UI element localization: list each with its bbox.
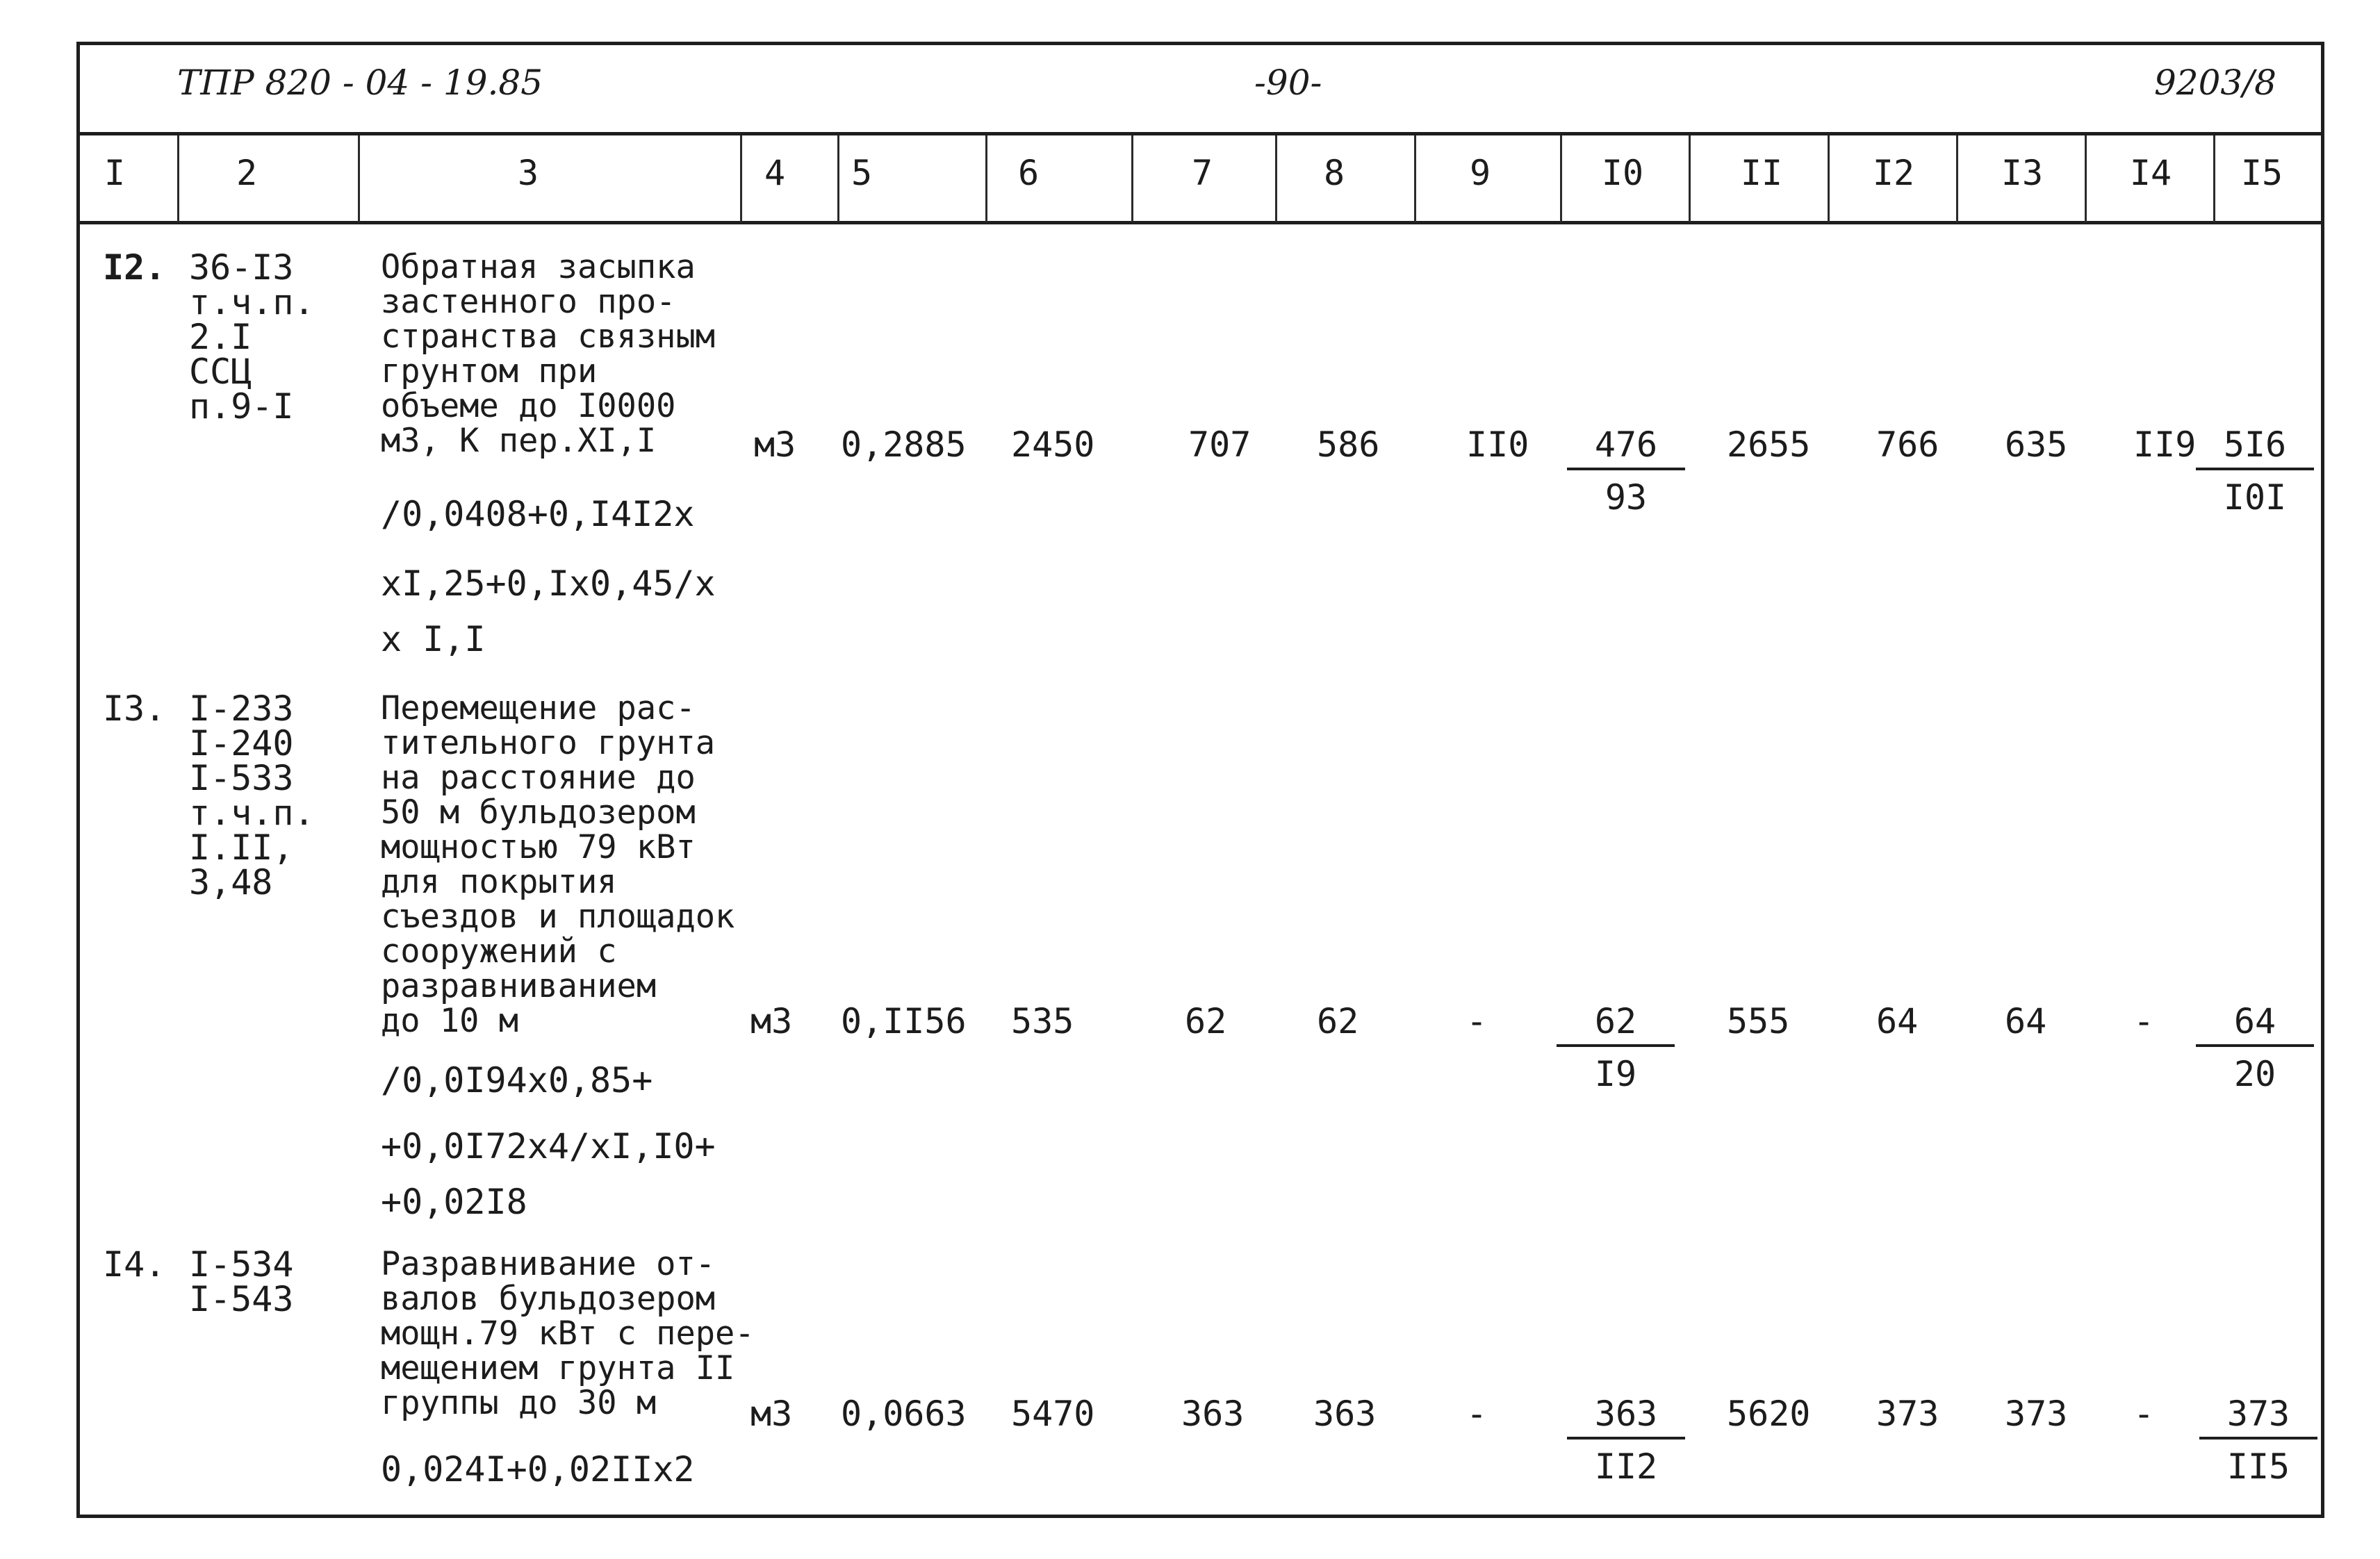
column-number: 2	[236, 153, 258, 193]
value-col11: 5620	[1727, 1394, 1811, 1434]
fraction-col10	[1567, 1394, 1685, 1487]
denominator: I9	[1594, 1054, 1637, 1094]
column-divider	[1275, 135, 1277, 222]
value-col9: II0	[1466, 424, 1529, 465]
denominator: II2	[1594, 1446, 1658, 1487]
value-col13: 64	[2005, 1001, 2047, 1041]
column-divider	[1560, 135, 1562, 222]
value-col14: -	[2133, 1001, 2155, 1041]
value-col7: 62	[1185, 1001, 1227, 1041]
formula-line: /0,0I94x0,85+	[381, 1060, 653, 1100]
norm-code: 36-I3 т.ч.п. 2.I ССЦ п.9-I	[189, 247, 315, 427]
column-number: I	[104, 153, 126, 193]
column-number: 5	[851, 153, 873, 193]
quantity: 0,2885	[841, 424, 967, 465]
column-divider	[1956, 135, 1958, 222]
quantity: 0,0663	[841, 1394, 967, 1434]
value-col9: -	[1466, 1001, 1488, 1041]
column-number: 4	[764, 153, 786, 193]
column-number: 8	[1323, 153, 1345, 193]
value-col7: 707	[1188, 424, 1251, 465]
work-description: Обратная засыпка застенного про- странства связным грунтом при объеме до I0000 м3, К пер.XI,I	[381, 248, 716, 460]
norm-code: I-534 I-543	[189, 1244, 294, 1319]
value-col8: 363	[1313, 1394, 1377, 1434]
column-number: 9	[1469, 153, 1491, 193]
column-divider	[985, 135, 987, 222]
column-number: I5	[2240, 153, 2283, 193]
formula-line: 0,024I+0,02IIx2	[381, 1449, 695, 1490]
value-col12: 373	[1876, 1394, 1939, 1434]
column-divider	[2085, 135, 2087, 222]
value-col8: 62	[1317, 1001, 1359, 1041]
column-divider	[1828, 135, 1830, 222]
numerator: 64	[2196, 1004, 2314, 1047]
page-number: -90-	[1254, 63, 1322, 103]
work-description: Перемещение рас- тительного грунта на расстояние до 50 м бульдозером мощностью 79 кВт для покрытия съездов и площадок сооружений с разравниванием до 10 м	[381, 689, 735, 1040]
fraction-col15	[2196, 424, 2314, 518]
value-col7: 363	[1181, 1394, 1245, 1434]
column-number: 3	[517, 153, 539, 193]
value-col6: 2450	[1011, 424, 1095, 465]
row-number: I2.	[103, 247, 166, 288]
fraction-col15	[2196, 1001, 2314, 1094]
column-divider	[2213, 135, 2215, 222]
value-col11: 2655	[1727, 424, 1811, 465]
value-col12: 766	[1876, 424, 1939, 465]
value-col8: 586	[1317, 424, 1380, 465]
value-col14: -	[2133, 1394, 2155, 1434]
value-col6: 535	[1011, 1001, 1074, 1041]
column-number: 7	[1191, 153, 1213, 193]
numerator: 363	[1567, 1396, 1685, 1440]
column-divider	[837, 135, 839, 222]
formula-line: x I,I	[381, 619, 486, 659]
column-divider	[1689, 135, 1691, 222]
column-number: 6	[1017, 153, 1040, 193]
fraction-col10	[1557, 1001, 1675, 1094]
value-col12: 64	[1876, 1001, 1919, 1041]
formula-line: xI,25+0,Ix0,45/x	[381, 563, 716, 604]
denominator: II5	[2226, 1446, 2290, 1487]
column-number: I3	[2001, 153, 2044, 193]
column-divider	[358, 135, 360, 222]
fraction-col15	[2199, 1394, 2317, 1487]
column-divider	[177, 135, 179, 222]
column-divider	[740, 135, 742, 222]
formula-line: +0,02I8	[381, 1182, 527, 1222]
column-divider	[1414, 135, 1416, 222]
unit: м3	[750, 1001, 793, 1041]
formula-line: +0,0I72x4/xI,I0+	[381, 1126, 716, 1166]
value-col14: II9	[2133, 424, 2197, 465]
row-number: I3.	[103, 688, 166, 729]
formula-line: /0,0408+0,I4I2x	[381, 494, 695, 534]
document-code: ТПР 820 - 04 - 19.85	[177, 63, 543, 103]
work-description: Разравнивание от- валов бульдозером мощн.79 кВт с пере- мещением грунта II группы до 30 м	[381, 1245, 755, 1422]
value-col11: 555	[1727, 1001, 1790, 1041]
unit: м3	[750, 1394, 793, 1434]
denominator: 93	[1605, 477, 1648, 518]
column-number: I2	[1872, 153, 1915, 193]
sheet-code: 9203/8	[2154, 63, 2276, 103]
header-divider	[76, 132, 2324, 135]
column-number: I0	[1601, 153, 1644, 193]
numerator: 62	[1557, 1004, 1675, 1047]
column-header-divider	[76, 221, 2324, 224]
unit: м3	[754, 424, 796, 465]
numerator: 373	[2199, 1396, 2317, 1440]
column-number: I4	[2129, 153, 2172, 193]
numerator: 476	[1567, 427, 1685, 470]
value-col13: 373	[2005, 1394, 2068, 1434]
norm-code: I-233 I-240 I-533 т.ч.п. I.II, 3,48	[189, 688, 315, 902]
value-col9: -	[1466, 1394, 1488, 1434]
value-col6: 5470	[1011, 1394, 1095, 1434]
denominator: 20	[2233, 1054, 2276, 1094]
column-divider	[1131, 135, 1133, 222]
fraction-col10	[1567, 424, 1685, 518]
column-number: II	[1740, 153, 1783, 193]
quantity: 0,II56	[841, 1001, 967, 1041]
row-number: I4.	[103, 1244, 166, 1285]
denominator: I0I	[2223, 477, 2287, 518]
value-col13: 635	[2005, 424, 2068, 465]
numerator: 5I6	[2196, 427, 2314, 470]
